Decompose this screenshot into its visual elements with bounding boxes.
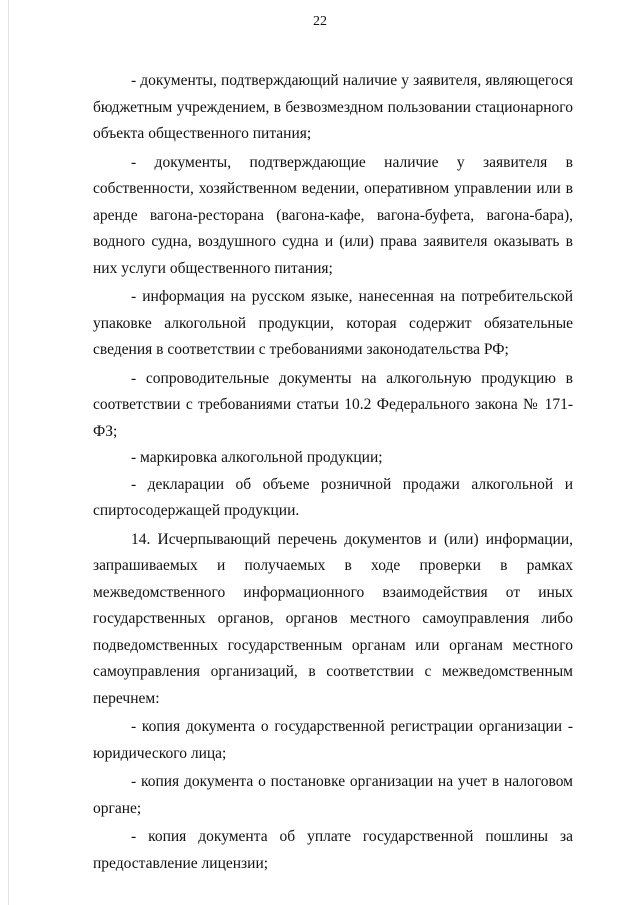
paragraph-ownership-docs: - документы, подтверждающие наличие у заявителя в собственности, хозяйственном ведении, оперативном управлении или в аренде вагона-ресторана (вагона-кафе, вагона-буфета, вагона-бара), водного судна, воздушного судна и (или) права заявителя оказывать в них услуги общественного питания; (93, 153, 573, 277)
paragraph-tax-registration-copy: - копия документа о постановке организации на учет в налоговом органе; (93, 773, 573, 817)
paragraph-russian-label-info: - информация на русском языке, нанесенная на потребительской упаковке алкогольной продукции, которая содержит обязательные сведения в соответствии с требованиями законодательства РФ; (93, 288, 573, 358)
paragraph-state-fee-copy: - копия документа об уплате государственной пошлины за предоставление лицензии; (93, 828, 573, 872)
page-number: 22 (313, 14, 327, 29)
paragraph-section-14: 14. Исчерпывающий перечень документов и (или) информации, запрашиваемых и получаемых в ходе проверки в рамках межведомственного информационного взаимодействия от иных государственных органов, органов местного самоуправления либо подведомственных государственным органам или органам местного самоуправления организаций, в соответствии с межведомственным перечнем: (93, 530, 573, 707)
paragraph-budget-institution-docs: - документы, подтверждающий наличие у заявителя, являющегося бюджетным учреждением, в безвозмездном пользовании стационарного объекта общественного питания; (93, 72, 573, 142)
paragraph-alcohol-marking: - маркировка алкогольной продукции; (131, 449, 383, 466)
paragraph-retail-declarations: - декларации об объеме розничной продажи алкогольной и спиртосодержащей продукции. (93, 475, 573, 519)
paragraph-registration-copy: - копия документа о государственной регистрации организации - юридического лица; (93, 718, 573, 762)
document-body (93, 68, 573, 877)
paragraph-accompanying-docs: - сопроводительные документы на алкогольную продукцию в соответствии с требованиями статьи 10.2 Федерального закона № 171-ФЗ; (93, 369, 573, 440)
scan-edge-line (8, 0, 9, 905)
